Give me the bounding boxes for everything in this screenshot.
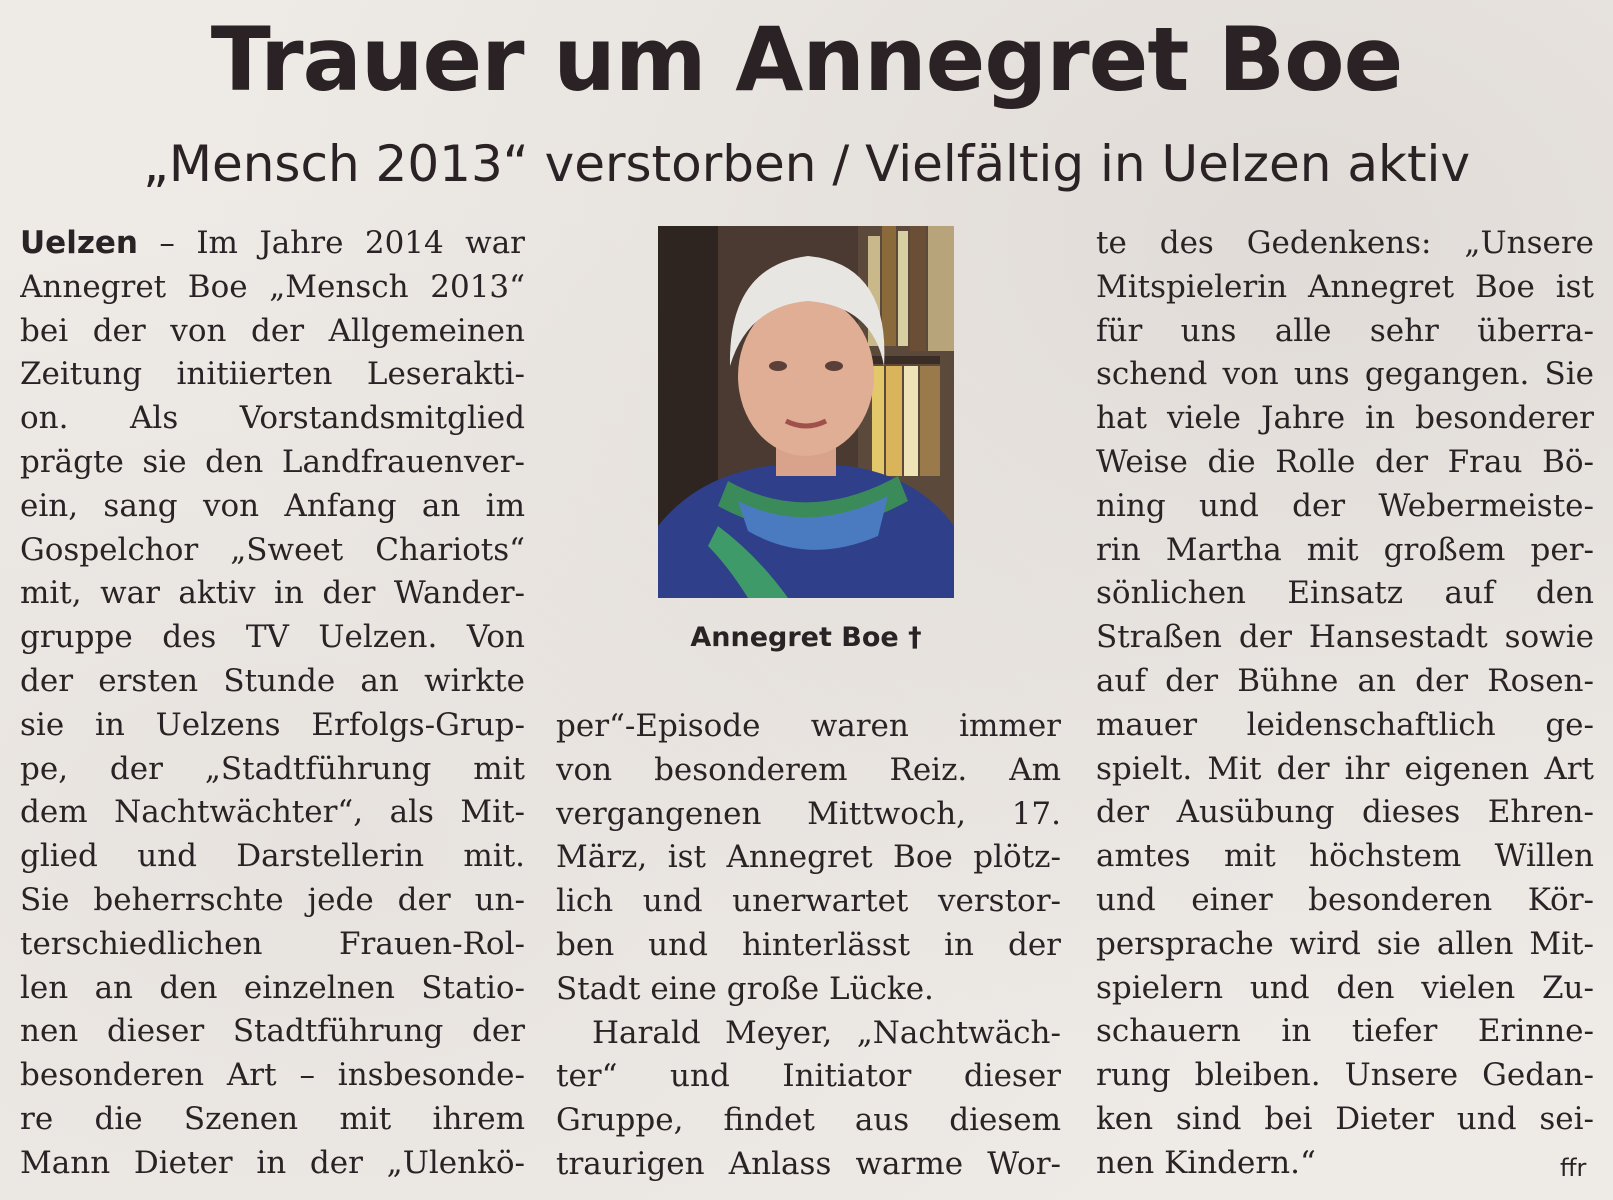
text-line: spielt. Mit der ihr eigenen Art xyxy=(1096,750,1594,787)
text-line: spielern und den vielen Zu- xyxy=(1096,969,1594,1006)
text-line: sie in Uelzens Erfolgs-Grup- xyxy=(20,706,525,743)
text-line: und einer besonderen Kör- xyxy=(1096,881,1594,918)
text-line: per“-Episode waren immer xyxy=(556,708,1061,744)
text-line: Straßen der Hansestadt sowie xyxy=(1096,619,1594,656)
text-line: hat viele Jahre in besonderer xyxy=(1096,400,1594,437)
text-line: re die Szenen mit ihrem xyxy=(20,1100,525,1137)
portrait-photo xyxy=(658,226,954,598)
text-line: lich und unerwartet verstor- xyxy=(556,883,1061,920)
text-line: März, ist Annegret Boe plötz- xyxy=(556,839,1061,876)
headline: Trauer um Annegret Boe xyxy=(210,8,1403,111)
text-line: von besonderem Reiz. Am xyxy=(556,751,1061,788)
text-line: on. Als Vorstandsmitglied xyxy=(20,400,525,437)
text-line: ein, sang von Anfang an im xyxy=(20,487,525,524)
text-line: prägte sie den Landfrauenver- xyxy=(20,443,525,480)
text-line: traurigen Anlass warme Wor- xyxy=(556,1145,1061,1182)
text-line: Stadt eine große Lücke. xyxy=(556,970,934,1007)
text-line xyxy=(20,222,525,266)
text-line: sönlichen Einsatz auf den xyxy=(1096,575,1594,612)
text-line: ning und der Webermeiste- xyxy=(1096,487,1594,524)
text-line: vergangenen Mittwoch, 17. xyxy=(556,795,1061,832)
text-line: der ersten Stunde an wirkte xyxy=(20,662,525,699)
text-line: pe, der „Stadtführung mit xyxy=(20,750,525,787)
text-line: auf der Bühne an der Rosen- xyxy=(1096,662,1594,699)
text-line: Weise die Rolle der Frau Bö- xyxy=(1096,443,1594,480)
text-line: amtes mit höchstem Willen xyxy=(1096,838,1594,875)
text-line: nen dieser Stadtführung der xyxy=(20,1013,525,1050)
text-line: schend von uns gegangen. Sie xyxy=(1096,356,1594,393)
text-line: bei der von der Allgemeinen xyxy=(20,312,525,349)
text-line: Mann Dieter in der „Ulenkö- xyxy=(20,1144,525,1181)
text-line: ben und hinterlässt in der xyxy=(556,926,1061,963)
text-line: len an den einzelnen Statio- xyxy=(20,969,525,1006)
photo-caption: Annegret Boe † xyxy=(690,622,922,653)
subheadline: „Mensch 2013“ verstorben / Vielfältig in Uelzen aktiv xyxy=(142,135,1471,193)
portrait-photo-image xyxy=(658,226,954,598)
text-line: besonderen Art – insbesonde- xyxy=(20,1057,525,1094)
text-line: rin Martha mit großem per- xyxy=(1096,531,1594,568)
text-line: nen Kindern.“ xyxy=(1096,1144,1316,1181)
text-line: Gospelchor „Sweet Chariots“ xyxy=(20,531,525,568)
text-line: terschiedlichen Frauen-Rol- xyxy=(20,925,525,962)
text-line: für uns alle sehr überra- xyxy=(1096,312,1594,349)
text-line: Annegret Boe „Mensch 2013“ xyxy=(20,268,525,305)
text-line: ter“ und Initiator dieser xyxy=(556,1058,1061,1095)
author-initials: ffr xyxy=(1560,1154,1587,1182)
text-line: Mitspielerin Annegret Boe ist xyxy=(1096,268,1594,305)
article-column-2 xyxy=(556,705,1061,1187)
text-line: der Ausübung dieses Ehren- xyxy=(1096,794,1594,831)
text-line: glied und Darstellerin mit. xyxy=(20,838,525,875)
text-line: dem Nachtwächter“, als Mit- xyxy=(20,794,525,831)
text-line: persprache wird sie allen Mit- xyxy=(1096,925,1594,962)
text-line: mit, war aktiv in der Wander- xyxy=(20,575,525,612)
text-line: Zeitung initiierten Leserakti- xyxy=(20,356,525,393)
text-line: te des Gedenkens: „Unsere xyxy=(1096,225,1594,261)
text-line: gruppe des TV Uelzen. Von xyxy=(20,619,525,656)
text-line: Gruppe, findet aus diesem xyxy=(556,1102,1061,1139)
article-column-3 xyxy=(1096,222,1594,1186)
text-line: ken sind bei Dieter und sei- xyxy=(1096,1100,1594,1137)
text-line-content: – Im Jahre 2014 war xyxy=(137,225,525,261)
dateline: Uelzen xyxy=(20,225,138,261)
text-line: rung bleiben. Unsere Gedan- xyxy=(1096,1057,1594,1094)
text-line: Sie beherrschte jede der un- xyxy=(20,881,525,918)
text-line: Harald Meyer, „Nachtwäch- xyxy=(592,1014,1061,1051)
text-line: schauern in tiefer Erinne- xyxy=(1096,1013,1594,1050)
article-column-1 xyxy=(20,222,525,1186)
text-line: mauer leidenschaftlich ge- xyxy=(1096,706,1594,743)
